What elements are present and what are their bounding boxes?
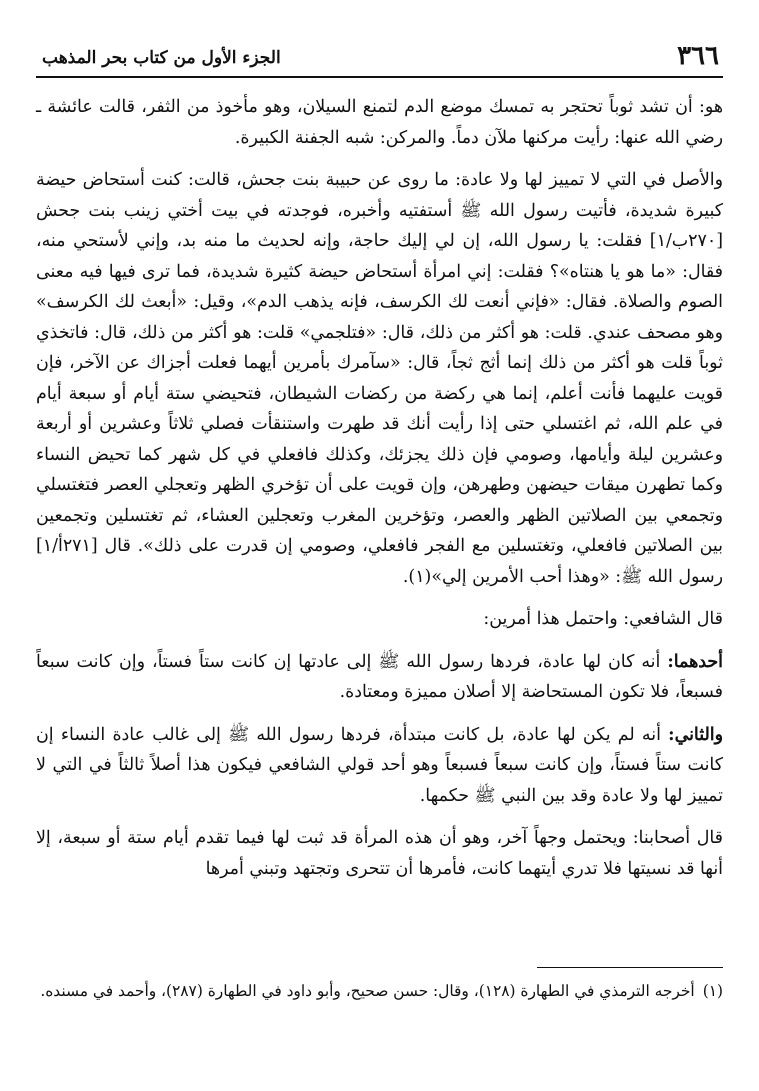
page-number: ٣٦٦ — [677, 41, 719, 71]
paragraph-text: والأصل في التي لا تمييز لها ولا عادة: ما روى عن حبيبة بنت جحش، قالت: كنت أستحاض حيضة كبيرة شديدة، فأتيت رسول الله ﷺ أستفتيه وأخبره، فوجدته في بيت أختي زينب بنت جحش [٢٧٠ب/١] فقلت: يا رسول الله، إن لي إليك حاجة، وإنه لحديث ما منه بد، وإني لأستحي منه، فقال: «ما هو يا هنتاه»؟ فقلت: إني امرأة أستحاض حيضة كثيرة شديدة، فما ترى فيها فيه معنى الصوم والصلاة. فقال: «فإني أنعت لك الكرسف، فإنه يذهب الدم»، وقيل: «أبعث لك الكرسف» وهو مصحف عندي. قلت: هو أكثر من ذلك، قال: «فتلجمي» قلت: هو أكثر من ذلك، قال: فاتخذي ثوباً قلت هو أكثر من ذلك إنما أثج ثجاً، قال: «سآمرك بأمرين أيهما فعلت أجزاك عن الآخر، فإن قويت عليهما فأنت أعلم، إنما هي ركضة من ركضات الشيطان، فتحيضي ستة أيام أو سبعة أيام في علم الله، ثم اغتسلي حتى إذا رأيت أنك قد طهرت واستنقأت فصلي ثلاثاً وعشرين أو أربعة وعشرين ليلة وأيامها، وصومي فإن ذلك يجزئك، وكذلك فافعلي في كل شهر كما تحيض النساء وكما تطهرن ميقات حيضهن وطهرهن، وإن قويت على أن تؤخري الظهر وتعجلي العصر فتغتسلي وتجمعي بين الصلاتين الظهر والعصر، وتؤخرين المغرب وتعجلين العشاء، ثم تغتسلين وتجمعين بين الصلاتين فافعلي، وتغتسلين مع الفجر فافعلي، وصومي إن قدرت على ذلك». قال [٢٧١أ/١] رسول الله ﷺ: «وهذا أحب الأمرين إلي»(١). — [36, 170, 723, 587]
paragraph-3 — [36, 604, 723, 635]
running-title: الجزء الأول من كتاب بحر المذهب — [42, 48, 281, 68]
footnote-divider — [537, 967, 723, 968]
paragraph-lead: والثاني: — [668, 724, 723, 745]
footnote — [36, 977, 723, 1006]
paragraph-5 — [36, 720, 723, 812]
paragraph-text: أنه لم يكن لها عادة، بل كانت مبتدأة، فردها رسول الله ﷺ إلى غالب عادة النساء إن كانت ستاً فستاً، وإن كانت سبعاً فسبعاً وهو أحد قولي الشافعي فيكون هذا أصلاً ثالثاً في التي لا تمييز لها ولا عادة وقد بين النبي ﷺ حكمها. — [36, 724, 723, 806]
paragraph-text: هو: أن تشد ثوباً تحتجر به تمسك موضع الدم لتمنع السيلان، وهو مأخوذ من الثفر، قالت عائشة ـ رضي الله عنها: رأيت مركنها ملآن دماً. والمركن: شبه الجفنة الكبيرة. — [36, 97, 723, 148]
paragraph-1 — [36, 92, 723, 153]
page-header — [36, 36, 723, 78]
paragraph-lead: أحدهما: — [667, 651, 723, 672]
paragraph-text: قال أصحابنا: ويحتمل وجهاً آخر، وهو أن هذه المرأة قد ثبت لها فيما تقدم أيام ستة أو سبعة، إلا أنها قد نسيتها فلا تدري أيتهما كانت، فأمرها أن تتحرى وتجتهد وتبني أمرها — [36, 828, 723, 879]
paragraph-text: أنه كان لها عادة، فردها رسول الله ﷺ إلى عادتها إن كانت ستاً فستاً، وإن كانت سبعاً فسبعاً، فلا تكون المستحاضة إلا أصلان مميزة ومعتادة. — [36, 651, 723, 702]
page-body — [36, 92, 723, 896]
paragraph-6 — [36, 823, 723, 884]
footnote-text: أخرجه الترمذي في الطهارة (١٢٨)، وقال: حسن صحيح، وأبو داود في الطهارة (٢٨٧)، وأحمد في مسنده. — [40, 982, 695, 1000]
paragraph-text: قال الشافعي: واحتمل هذا أمرين: — [483, 609, 723, 629]
footnote-number: (١) — [702, 982, 723, 1000]
paragraph-4 — [36, 647, 723, 708]
paragraph-2 — [36, 165, 723, 592]
